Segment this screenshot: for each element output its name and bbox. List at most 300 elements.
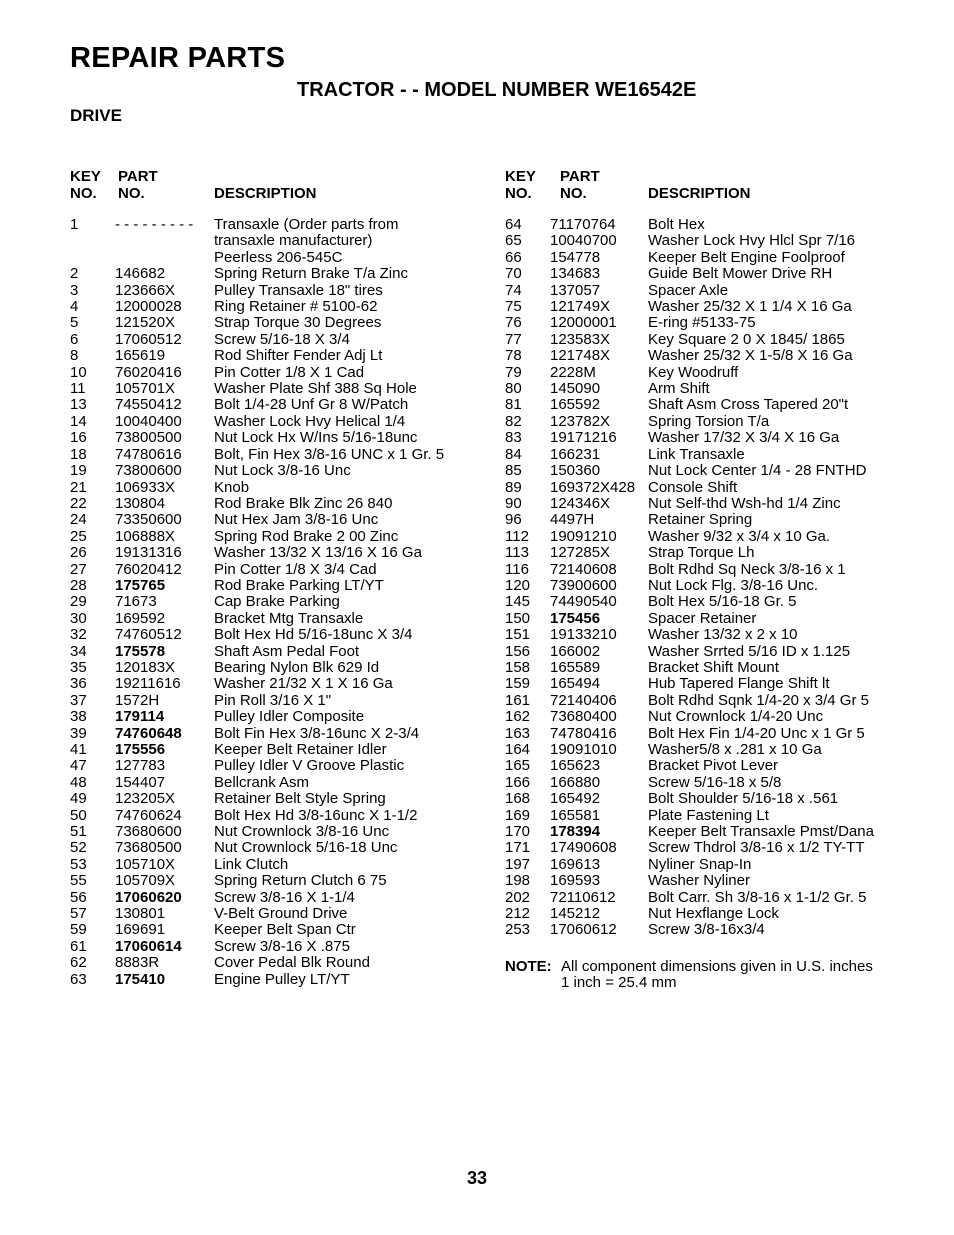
key-number: 21 [70,478,87,496]
key-number: 85 [505,462,522,480]
key-number: 39 [70,724,87,742]
table-row [70,742,490,758]
part-description: Nut Crownlock 1/4-20 Unc [648,708,824,726]
part-number: 72140406 [550,691,617,709]
key-number: 1 [70,216,79,233]
table-row [70,660,490,676]
table-row [70,365,490,381]
part-description: Bolt Rdhd Sq Neck 3/8-16 x 1 [648,560,846,578]
table-row [505,332,935,348]
part-number: 121749X [550,298,611,316]
part-number: 137057 [550,281,601,299]
table-row [70,578,490,594]
table-row [505,315,935,331]
part-description: Screw 3/8-16 X 1-1/4 [214,888,355,906]
part-description: Keeper Belt Retainer Idler [214,741,387,758]
part-number: 1572H [115,691,160,709]
table-row [70,972,490,988]
part-no-header: PART NO. [560,168,600,202]
key-number: 162 [505,708,531,726]
part-description: Pin Cotter 1/8 X 1 Cad [214,363,365,381]
part-description: Nut Hex Jam 3/8-16 Unc [214,511,379,529]
key-number: 168 [505,790,531,808]
key-number: 84 [505,445,522,463]
part-description: Bracket Shift Mount [648,658,779,676]
part-description: Nut Crownlock 5/16-18 Unc [214,839,398,857]
table-row [505,578,935,594]
table-row [505,644,935,660]
table-row [505,808,935,824]
table-row [505,299,935,315]
key-number: 170 [505,823,531,841]
part-number: 10040700 [550,232,617,250]
part-number: 17060614 [115,937,182,955]
key-number: 53 [70,855,87,873]
table-row [505,857,935,873]
part-description: Console Shift [648,478,738,496]
part-number: 175456 [550,609,601,627]
key-no-header: KEY NO. [505,168,536,202]
part-number: 178394 [550,823,601,841]
key-number: 83 [505,429,522,447]
part-number: 74780416 [550,724,617,742]
part-number: 165592 [550,396,601,414]
part-number: 105709X [115,872,176,890]
part-description: Engine Pulley LT/YT [214,970,350,988]
part-number: 17060620 [115,888,182,906]
table-row [505,660,935,676]
key-number: 55 [70,872,87,890]
part-description: Arm Shift [648,380,710,398]
key-number: 81 [505,396,522,414]
part-number: 127783 [115,757,166,775]
part-number: 169592 [115,609,166,627]
key-number: 29 [70,593,87,611]
key-number: 25 [70,527,87,545]
table-row [70,906,490,922]
table-row [70,496,490,512]
part-number: 120183X [115,658,176,676]
part-description: Spring Return Brake T/a Zinc [214,265,408,283]
part-description: Screw 3/8-16 X .875 [214,937,350,955]
table-row [505,266,935,282]
table-row [505,922,935,938]
part-number: 17060612 [550,921,617,939]
part-description: Rod Brake Blk Zinc 26 840 [214,494,393,512]
key-number: 28 [70,576,87,594]
part-number: 121748X [550,347,611,365]
part-number: 76020416 [115,363,182,381]
part-description: Pin Roll 3/16 X 1" [214,691,332,709]
part-description: Spring Return Clutch 6 75 [214,872,387,890]
table-row [505,873,935,889]
part-number: 74780616 [115,445,182,463]
part-description: Nut Lock 3/8-16 Unc [214,462,351,480]
table-row [70,381,490,397]
part-description: Bolt Carr. Sh 3/8-16 x 1-1/2 Gr. 5 [648,888,867,906]
part-number: 73800500 [115,429,182,447]
key-number: 66 [505,248,522,266]
key-number: 13 [70,396,87,414]
part-description: Washer Srrted 5/16 ID x 1.125 [648,642,851,660]
part-description: Retainer Belt Style Spring [214,790,386,808]
note-text: All component dimensions given in U.S. inches 1 inch = 25.4 mm [561,958,873,992]
part-description: Knob [214,478,250,496]
part-number: 106888X [115,527,176,545]
key-number: 80 [505,380,522,398]
part-description: Washer 25/32 X 1 1/4 X 16 Ga [648,298,852,316]
part-description: Shaft Asm Cross Tapered 20"t [648,396,849,414]
table-row [70,955,490,971]
key-number: 169 [505,806,531,824]
part-description: Washer 17/32 X 3/4 X 16 Ga [648,429,840,447]
part-number: 165492 [550,790,601,808]
part-description: Pulley Idler V Groove Plastic [214,757,405,775]
key-number: 77 [505,330,522,348]
key-number: 52 [70,839,87,857]
key-number: 158 [505,658,531,676]
part-description: Bolt 1/4-28 Unf Gr 8 W/Patch [214,396,409,414]
description-header: DESCRIPTION [648,185,751,202]
part-description: Guide Belt Mower Drive RH [648,265,833,283]
part-description: Bolt Rdhd Sqnk 1/4-20 x 3/4 Gr 5 [648,691,869,709]
part-description: Plate Fastening Lt [648,806,769,824]
part-number: 19091010 [550,741,617,758]
table-row [70,627,490,643]
key-number: 159 [505,675,531,693]
key-number: 145 [505,593,531,611]
table-row [70,414,490,430]
table-row [70,217,490,266]
part-description: Nut Lock Hx W/Ins 5/16-18unc [214,429,418,447]
key-number: 24 [70,511,87,529]
key-number: 74 [505,281,522,299]
table-row [505,480,935,496]
part-description: Bracket Pivot Lever [648,757,779,775]
part-description: Bolt Shoulder 5/16-18 x .561 [648,790,839,808]
key-number: 82 [505,412,522,430]
table-row [505,906,935,922]
key-number: 8 [70,347,79,365]
part-description: Keeper Belt Transaxle Pmst/Dana [648,823,874,841]
key-number: 51 [70,823,87,841]
table-row [505,463,935,479]
table-row [70,873,490,889]
part-number: 10040400 [115,412,182,430]
table-row [70,824,490,840]
table-row [70,840,490,856]
table-row [70,758,490,774]
part-description: Transaxle (Order parts from transaxle manufacturer) Peerless 206-545C [214,216,399,266]
part-description: Pulley Idler Composite [214,708,365,726]
part-description: Nut Lock Center 1/4 - 28 FNTHD [648,462,867,480]
table-row [505,562,935,578]
part-description: Strap Torque 30 Degrees [214,314,382,332]
key-number: 163 [505,724,531,742]
part-description: Bolt Hex Hd 5/16-18unc X 3/4 [214,626,413,644]
part-description: Spacer Axle [648,281,729,299]
table-row [505,611,935,627]
part-description: Retainer Spring [648,511,753,529]
part-number: 17060512 [115,330,182,348]
part-description: Washer 25/32 X 1-5/8 X 16 Ga [648,347,853,365]
key-number: 14 [70,412,87,430]
key-number: 57 [70,905,87,923]
part-number: 19131316 [115,544,182,562]
part-number: 4497H [550,511,595,529]
key-number: 96 [505,511,522,529]
key-number: 50 [70,806,87,824]
table-row [70,562,490,578]
part-description: Keeper Belt Span Ctr [214,921,356,939]
part-number: 166880 [550,773,601,791]
part-number: 12000001 [550,314,617,332]
table-row [505,217,935,233]
part-number: 175578 [115,642,166,660]
table-row [70,644,490,660]
model-subtitle: TRACTOR - - MODEL NUMBER WE16542E [297,79,697,101]
note-label: NOTE: [505,958,552,975]
part-number: 74760512 [115,626,182,644]
part-number: 165623 [550,757,601,775]
table-row [70,480,490,496]
key-number: 78 [505,347,522,365]
table-row [70,545,490,561]
key-number: 112 [505,527,529,545]
part-number: 72140608 [550,560,617,578]
part-description: Keeper Belt Engine Foolproof [648,248,845,266]
table-row [505,775,935,791]
table-row [505,791,935,807]
part-description: Nyliner Snap-In [648,855,752,873]
table-header [70,168,490,206]
table-row [70,726,490,742]
part-number: 175765 [115,576,166,594]
key-number: 202 [505,888,531,906]
key-number: 4 [70,298,79,316]
key-number: 75 [505,298,522,316]
table-row [70,299,490,315]
part-description: Screw 5/16-18 X 3/4 [214,330,350,348]
part-description: Washer Lock Hvy Hlcl Spr 7/16 [648,232,856,250]
part-number: 73680400 [550,708,617,726]
part-number: 165589 [550,658,601,676]
key-number: 59 [70,921,87,939]
part-number: 76020412 [115,560,182,578]
table-row [70,332,490,348]
key-number: 27 [70,560,87,578]
part-description: Bolt Hex Fin 1/4-20 Unc x 1 Gr 5 [648,724,865,742]
table-row [70,775,490,791]
parts-table-right [505,168,935,939]
table-row [505,365,935,381]
table-row [70,594,490,610]
part-number: 19171216 [550,429,617,447]
key-number: 6 [70,330,79,348]
table-row [505,414,935,430]
table-row [505,627,935,643]
part-description: Cap Brake Parking [214,593,340,611]
part-number: 123583X [550,330,611,348]
part-number: 169613 [550,855,601,873]
part-number: 175410 [115,970,166,988]
part-description: Screw 3/8-16x3/4 [648,921,765,939]
table-row [70,348,490,364]
part-number: 130804 [115,494,166,512]
part-number: 74760648 [115,724,182,742]
key-number: 11 [70,380,86,398]
part-number: 74490540 [550,593,617,611]
table-row [505,840,935,856]
table-row [505,348,935,364]
key-number: 35 [70,658,87,676]
key-number: 47 [70,757,87,775]
part-description: Washer 13/32 X 13/16 X 16 Ga [214,544,422,562]
key-number: 26 [70,544,87,562]
key-number: 165 [505,757,531,775]
table-row [505,709,935,725]
table-row [505,594,935,610]
key-number: 36 [70,675,87,693]
key-number: 32 [70,626,87,644]
part-number: 123666X [115,281,176,299]
part-description: Washer Plate Shf 388 Sq Hole [214,380,417,398]
part-number: 154407 [115,773,166,791]
part-description: Ring Retainer # 5100-62 [214,298,378,316]
part-number: 165619 [115,347,166,365]
part-description: Nut Lock Flg. 3/8-16 Unc. [648,576,819,594]
part-number: 72110612 [550,888,616,906]
part-number: 124346X [550,494,611,512]
part-description: Screw Thdrol 3/8-16 x 1/2 TY-TT [648,839,865,857]
key-number: 16 [70,429,87,447]
part-number: 121520X [115,314,176,332]
key-number: 161 [505,691,531,709]
part-number: 19091210 [550,527,617,545]
key-number: 5 [70,314,79,332]
table-row [505,496,935,512]
table-row [505,233,935,249]
table-row [70,676,490,692]
part-description: Nut Self-thd Wsh-hd 1/4 Zinc [648,494,841,512]
table-row [70,611,490,627]
table-row [505,397,935,413]
key-number: 22 [70,494,87,512]
part-number: 74760624 [115,806,182,824]
key-number: 62 [70,954,87,972]
dimension-note [505,959,925,992]
part-number: 73800600 [115,462,182,480]
table-row [505,545,935,561]
part-no-header: PART NO. [118,168,158,202]
table-row [505,890,935,906]
table-row [505,529,935,545]
key-number: 10 [70,363,87,381]
part-number: 73680600 [115,823,182,841]
part-number: 123782X [550,412,611,430]
key-number: 212 [505,905,531,923]
part-number: 71673 [115,593,157,611]
key-number: 70 [505,265,522,283]
table-row [70,709,490,725]
table-row [70,397,490,413]
key-number: 65 [505,232,522,250]
key-number: 197 [505,855,531,873]
part-number: 154778 [550,248,601,266]
part-number: 166002 [550,642,601,660]
part-description: V-Belt Ground Drive [214,905,348,923]
part-number: 134683 [550,265,601,283]
part-number: 169372X428 [550,478,636,496]
part-description: Bolt, Fin Hex 3/8-16 UNC x 1 Gr. 5 [214,445,445,463]
part-number: 106933X [115,478,176,496]
table-row [70,890,490,906]
part-number: 105710X [115,855,176,873]
key-number: 171 [505,839,531,857]
part-description: Strap Torque Lh [648,544,755,562]
key-number: 156 [505,642,531,660]
table-row [70,857,490,873]
table-row [505,742,935,758]
part-number: 105701X [115,380,176,398]
part-number: 130801 [115,905,166,923]
key-number: 3 [70,281,79,299]
part-number: 175556 [115,741,166,758]
part-number: 165581 [550,806,601,824]
part-description: Bolt Hex Hd 3/8-16unc X 1-1/2 [214,806,418,824]
table-row [70,791,490,807]
table-row [505,824,935,840]
part-number: 8883R [115,954,160,972]
part-number: 145090 [550,380,601,398]
key-number: 34 [70,642,87,660]
part-description: Spacer Retainer [648,609,757,627]
part-description: Bolt Fin Hex 3/8-16unc X 2-3/4 [214,724,420,742]
description-header: DESCRIPTION [214,185,317,202]
part-description: Pulley Transaxle 18" tires [214,281,383,299]
key-number: 164 [505,741,531,758]
part-description: Nut Crownlock 3/8-16 Unc [214,823,390,841]
key-number: 76 [505,314,522,332]
part-number: 73680500 [115,839,182,857]
part-number: 17490608 [550,839,617,857]
part-description: Spring Rod Brake 2 00 Zinc [214,527,399,545]
part-number: 165494 [550,675,601,693]
parts-list [505,217,935,939]
table-row [70,939,490,955]
page-title: REPAIR PARTS [70,42,286,74]
part-number: 19133210 [550,626,617,644]
table-row [70,266,490,282]
part-description: Rod Brake Parking LT/YT [214,576,384,594]
key-number: 63 [70,970,87,988]
part-description: Key Woodruff [648,363,739,381]
table-row [505,512,935,528]
key-number: 89 [505,478,522,496]
part-number: 123205X [115,790,176,808]
part-description: Bracket Mtg Transaxle [214,609,364,627]
key-number: 113 [505,544,529,562]
part-description: Pin Cotter 1/8 X 3/4 Cad [214,560,377,578]
part-description: Washer 9/32 x 3/4 x 10 Ga. [648,527,831,545]
table-row [70,529,490,545]
part-description: Key Square 2 0 X 1845/ 1865 [648,330,845,348]
table-row [70,808,490,824]
part-number: 71170764 [550,216,616,233]
table-row [70,430,490,446]
table-row [505,430,935,446]
table-row [505,726,935,742]
